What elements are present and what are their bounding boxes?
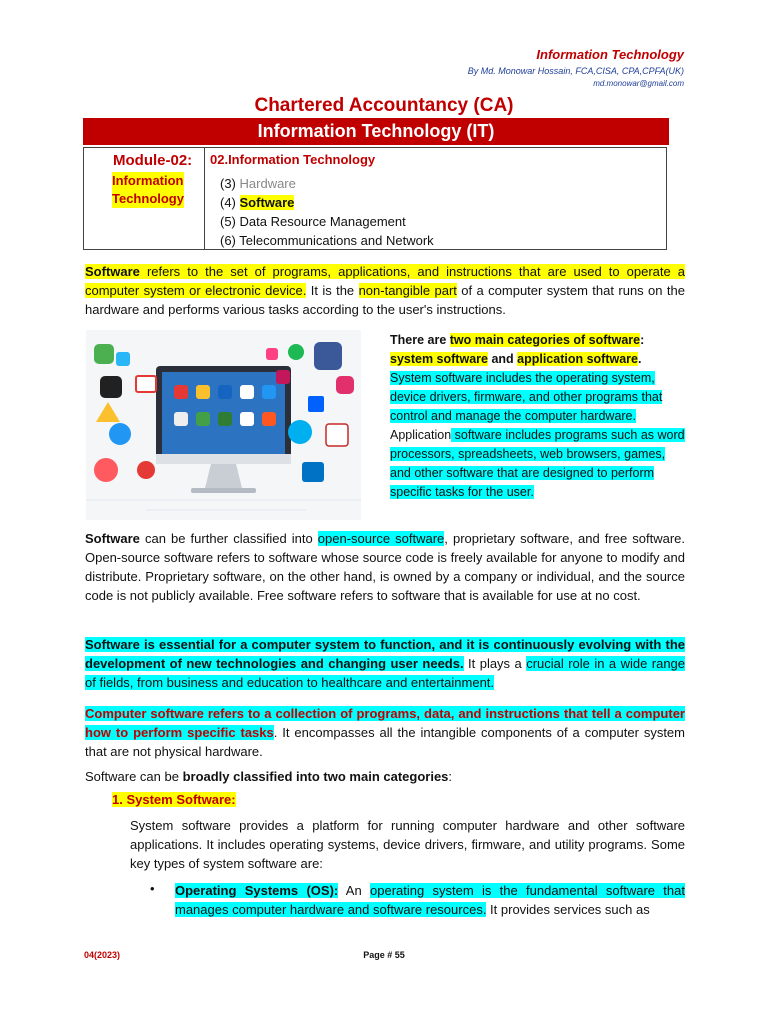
facebook-icon bbox=[314, 342, 342, 370]
airbnb-icon bbox=[94, 458, 118, 482]
camera-icon bbox=[100, 376, 122, 398]
course-title: Chartered Accountancy (CA) bbox=[254, 95, 514, 116]
spotify-icon bbox=[288, 344, 304, 360]
categories-names: system software and application software. bbox=[390, 352, 642, 366]
footer-edition: 04(2023) bbox=[84, 950, 121, 960]
essential-paragraph: Software is essential for a computer system to function, and it is continuously evolving with the development of new technologies and changing user needs. It plays a crucial role in a wide range of fields, from business and education to healthcare and entertainment. bbox=[85, 637, 686, 690]
module-left-cell bbox=[84, 148, 205, 249]
module-subject-line1: Information bbox=[112, 173, 184, 188]
header-author: By Md. Monowar Hossain, FCA,CISA, CPA,CPFA(UK) bbox=[467, 66, 684, 76]
bullet-icon: • bbox=[150, 881, 155, 896]
messages-icon bbox=[116, 352, 130, 366]
categories-side-text bbox=[390, 331, 685, 502]
definition-paragraph: Computer software refers to a collection of programs, data, and instructions that tell a computer how to perform specific tasks. It encompasses all the intangible components of a computer system that are not physical hardware. bbox=[85, 706, 685, 759]
system-software-description: System software provides a platform for running computer hardware and other software applications. It includes operating systems, device drivers, firmware, and utility programs. Some key types of system software are: bbox=[130, 818, 685, 871]
pdf-icon bbox=[326, 424, 348, 446]
youtube-icon bbox=[137, 461, 155, 479]
header-email: md.monowar@gmail.com bbox=[593, 79, 684, 88]
intro-paragraph: Software refers to the set of programs, applications, and instructions that are used to operate a computer system or electronic device. It is the non-tangible part of a computer system that runs on the hardware and performs various tasks according to the user's instructions. bbox=[85, 264, 685, 317]
topic-list bbox=[220, 174, 434, 250]
categories-detail: System software includes the operating system, device drivers, firmware, and other programs that control and manage the computer hardware. Application software includes programs such as word processors, spreadsheets, web browsers, games, and other software that are designed to perform specific tasks for the user. bbox=[390, 371, 685, 499]
broad-categories-line: Software can be broadly classified into two main categories: bbox=[85, 769, 453, 784]
topic-item: (5) Data Resource Management bbox=[220, 214, 406, 229]
header-title: Information Technology bbox=[536, 47, 684, 62]
app-store-icon bbox=[109, 423, 131, 445]
instagram-icon bbox=[336, 376, 354, 394]
classification-paragraph: Software can be further classified into open-source software, proprietary software, and free software. Open-source software refers to software whose source code is freely available for anyone to modify and distribute. Proprietary software, on the other hand, is owned by a company or individual, and the source code is not publicly available. Free software refers to software that is available for use at no cost. bbox=[85, 531, 685, 603]
operating-systems-bullet: Operating Systems (OS): An operating system is the fundamental software that manages computer hardware and software resources. It provides services such as bbox=[175, 883, 685, 917]
google-maps-icon bbox=[94, 344, 114, 364]
gmail-icon bbox=[136, 376, 156, 392]
outlook-icon bbox=[302, 462, 324, 482]
module-table bbox=[83, 147, 667, 250]
topic-item: (3) Hardware bbox=[220, 176, 296, 191]
module-subject-line2: Technology bbox=[112, 191, 184, 206]
topic-item: (6) Telecommunications and Network bbox=[220, 233, 434, 248]
skype-icon bbox=[288, 420, 312, 444]
categories-lead: There are two main categories of software: bbox=[390, 333, 645, 347]
it-banner: Information Technology (IT) bbox=[83, 118, 669, 145]
footer-page-number: Page # 55 bbox=[363, 950, 405, 960]
dropbox-icon bbox=[308, 396, 324, 412]
topic-item: (4) Software bbox=[220, 195, 295, 210]
software-illustration bbox=[86, 330, 361, 520]
module-code: 02.Information Technology bbox=[210, 152, 376, 167]
module-number: Module-02: bbox=[113, 152, 193, 169]
module-subject bbox=[112, 172, 184, 208]
section-heading-system-software: 1. System Software: bbox=[112, 792, 236, 807]
